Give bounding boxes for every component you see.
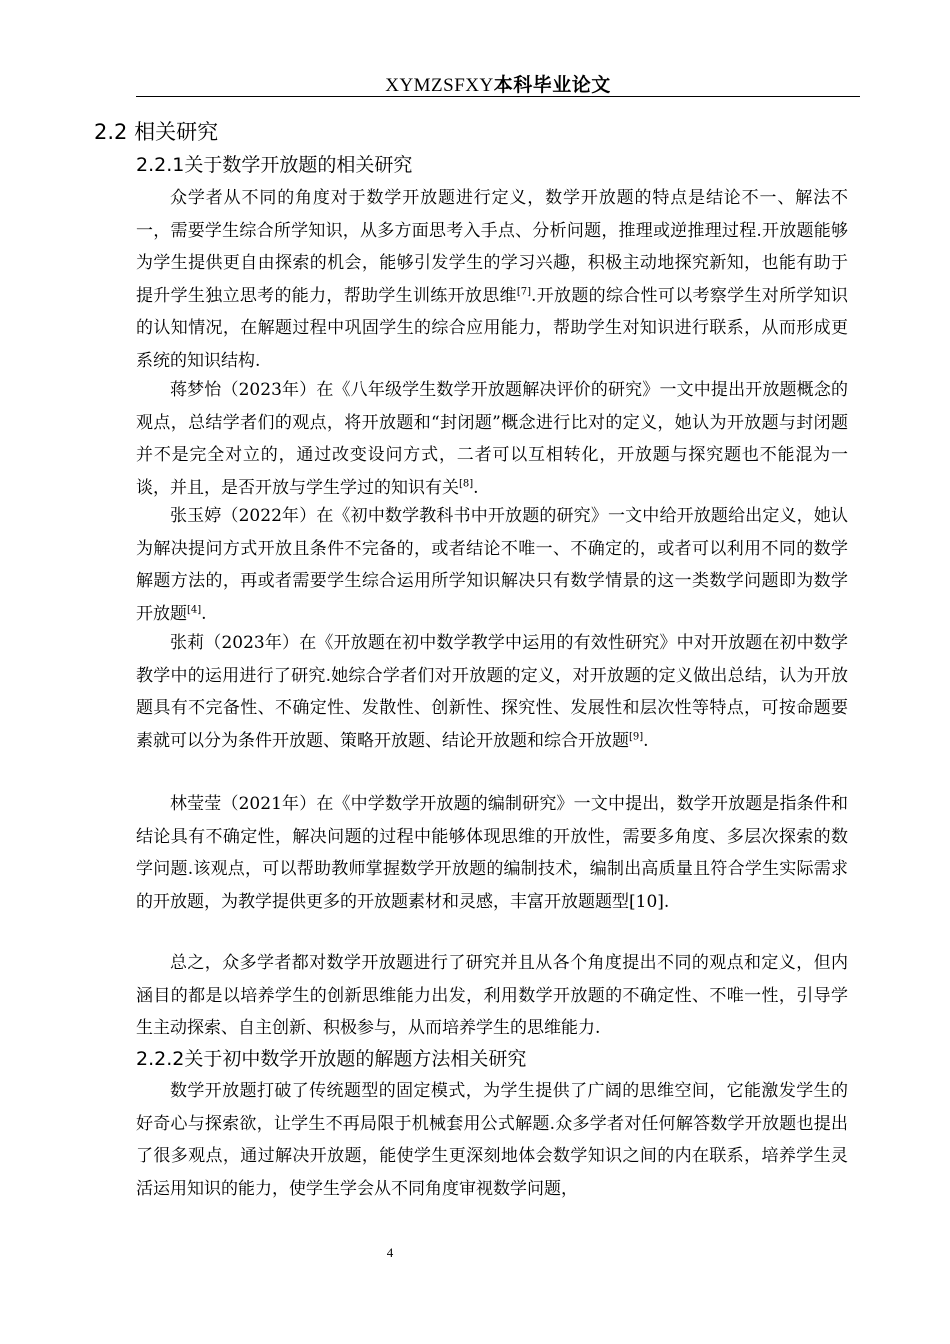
paragraph-1 [136, 182, 848, 377]
paragraph-1-text: 众学者从不同的角度对于数学开放题进行定义，数学开放题的特点是结论不一、解法不一，需要学生综合所学知识，从多方面思考入手点、分析问题，推理或逆推理过程.开放题能够为学生提供更自由探索的机会，能够引发学生的学习兴趣，积极主动地探究新知，也能有助于提升学生独立思考的能力，帮助学生训练开放思维 [136, 188, 848, 306]
paragraph-2-tail: . [473, 477, 479, 498]
paragraph-4 [136, 627, 848, 757]
header-code: XYMZSFXY [385, 75, 494, 96]
section-heading: 2.2 相关研究 [94, 120, 219, 144]
paragraph-3-tail: . [201, 603, 207, 624]
paragraph-6: 总之，众多学者都对数学开放题进行了研究并且从各个角度提出不同的观点和定义，但内涵目的都是以培养学生的创新思维能力出发，利用数学开放题的不确定性、不唯一性，引导学生主动探索、自主创新、积极参与，从而培养学生的思维能力. [136, 953, 848, 1038]
citation-8: [8] [459, 477, 474, 489]
page-number: 4 [386, 1245, 394, 1260]
subsection-heading-2: 2.2.2关于初中数学开放题的解题方法相关研究 [136, 1048, 527, 1070]
paragraph-2-text: 蒋梦怡（2023年）在《八年级学生数学开放题解决评价的研究》一文中提出开放题概念的观点，总结学者们的观点，将开放题和“封闭题”概念进行比对的定义，她认为开放题与封闭题并不是完全对立的，通过改变设问方式，二者可以互相转化，开放题与探究题也不能混为一谈，并且，是否开放与学生学过的知识有关 [136, 380, 848, 498]
running-header [136, 70, 860, 97]
paragraph-4-tail: . [643, 730, 649, 751]
paragraph-7: 数学开放题打破了传统题型的固定模式，为学生提供了广阔的思维空间，它能激发学生的好奇心与探索欲，让学生不再局限于机械套用公式解题.众多学者对任何解答数学开放题也提出了很多观点，通过解决开放题，能使学生更深刻地体会数学知识之间的内在联系，培养学生灵活运用知识的能力，使学生学会从不同角度审视数学问题， [136, 1081, 848, 1199]
paragraph-4-text: 张莉（2023年）在《开放题在初中数学教学中运用的有效性研究》中对开放题在初中数学教学中的运用进行了研究.她综合学者们对开放题的定义，对开放题的定义做出总结，认为开放题具有不完备性、不确定性、发散性、创新性、探究性、发展性和层次性等特点，可按命题要素就可以分为条件开放题、策略开放题、结论开放题和综合开放题 [136, 633, 848, 751]
paragraph-3-text: 张玉婷（2022年）在《初中数学教科书中开放题的研究》一文中给开放题给出定义，她认为解决提问方式开放且条件不完备的，或者结论不唯一、不确定的，或者可以利用不同的数学解题方法的，再或者需要学生综合运用所学知识解决只有数学情景的这一类数学问题即为数学开放题 [136, 506, 848, 624]
header-rule [136, 96, 860, 97]
citation-7: [7] [516, 285, 532, 297]
paragraph-5: 林莹莹（2021年）在《中学数学开放题的编制研究》一文中提出，数学开放题是指条件和结论具有不确定性，解决问题的过程中能够体现思维的开放性，需要多角度、多层次探索的数学问题.该观点，可以帮助教师掌握数学开放题的编制技术，编制出高质量且符合学生实际需求的开放题，为教学提供更多的开放题素材和灵感，丰富开放题题型[10]. [136, 794, 848, 912]
paragraph-2 [136, 374, 848, 504]
citation-9: [9] [629, 730, 644, 742]
citation-4: [4] [187, 603, 202, 615]
subsection-heading-1: 2.2.1关于数学开放题的相关研究 [136, 154, 413, 176]
paragraph-3 [136, 500, 848, 630]
paragraph-1-tail: .开放题的综合性可以考察学生对所学知识的认知情况，在解题过程中巩固学生的综合应用能力，帮助学生对知识进行联系，从而形成更系统的知识结构. [136, 285, 849, 371]
header-title: 本科毕业论文 [493, 74, 611, 96]
